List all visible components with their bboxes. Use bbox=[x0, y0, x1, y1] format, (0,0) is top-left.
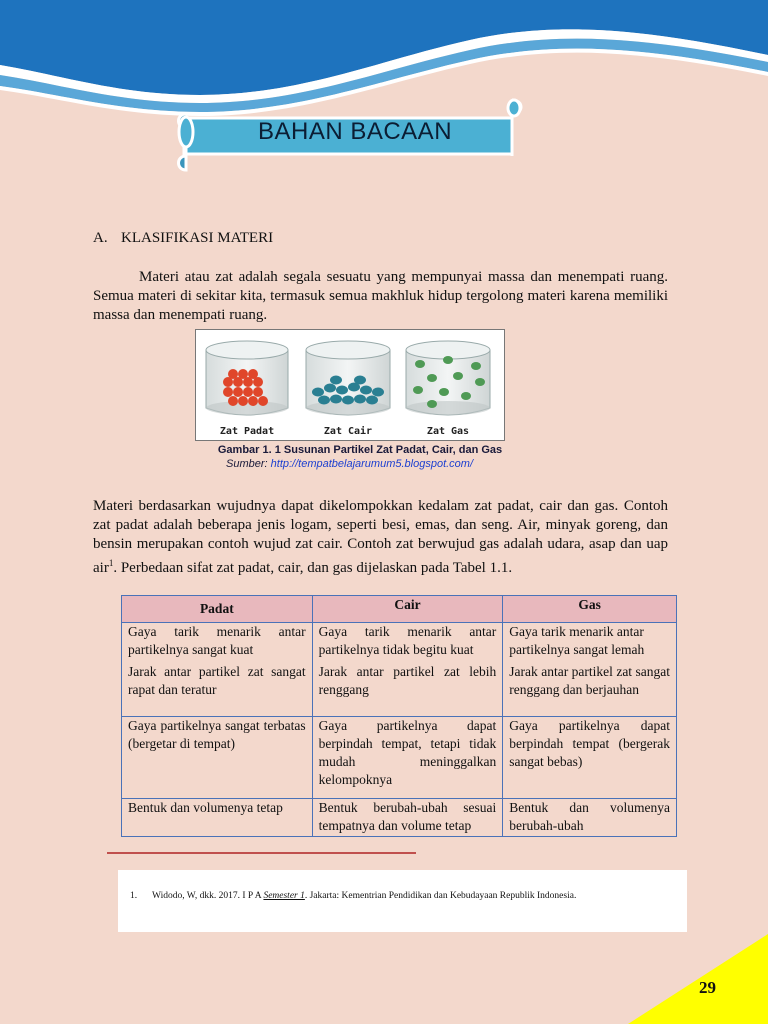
corner-triangle-decoration bbox=[628, 934, 768, 1024]
figure-label-liquid: Zat Cair bbox=[323, 426, 373, 437]
table-cell: Gaya partikelnya dapat berpindah tempat, tetapi tidak mudah meninggalkan kelompoknya bbox=[312, 717, 503, 799]
table-cell: Bentuk dan volumenya berubah-ubah bbox=[503, 799, 677, 837]
table-header-liquid: Cair bbox=[312, 596, 503, 623]
figure-source-link[interactable]: http://tempatbelajarumum5.blogspot.com/ bbox=[270, 458, 474, 470]
footnote-box bbox=[118, 870, 687, 932]
footnote-ref[interactable]: 1 bbox=[108, 558, 114, 568]
beaker-liquid bbox=[306, 341, 390, 415]
table-header-solid: Padat bbox=[122, 596, 313, 623]
table-row bbox=[122, 717, 677, 799]
table-cell: Gaya tarik menarik antar partikelnya sangat kuat Jarak antar partikel zat sangat rapat dan teratur bbox=[122, 623, 313, 717]
table-cell: Bentuk dan volumenya tetap bbox=[122, 799, 313, 837]
footnote-separator bbox=[107, 852, 416, 854]
footnote-text: 1. Widodo, W, dkk. 2017. I P A Semester 1. Jakarta: Kementrian Pendidikan dan Kebudayaan Republik Indonesia. bbox=[130, 891, 577, 901]
table-cell: Gaya partikelnya sangat terbatas (bergetar di tempat) bbox=[122, 717, 313, 799]
table-cell: Gaya tarik menarik antar partikelnya sangat lemah Jarak antar partikel zat sangat renggang dan berjauhan bbox=[503, 623, 677, 717]
figure-label-solid: Zat Padat bbox=[219, 426, 275, 437]
intro-paragraph: Materi atau zat adalah segala sesuatu yang mempunyai massa dan menempati ruang. Semua materi di sekitar kita, termasuk semua makhluk hidup tergolong materi karena memiliki massa dan menempati ruang. bbox=[93, 269, 668, 323]
properties-table bbox=[121, 595, 677, 837]
figure-caption: Gambar 1. 1 Susunan Partikel Zat Padat, Cair, dan Gas bbox=[217, 444, 503, 456]
figure-label-gas: Zat Gas bbox=[426, 426, 470, 437]
particle-figure bbox=[195, 329, 505, 441]
beaker-gas bbox=[406, 341, 490, 415]
table-row bbox=[122, 799, 677, 837]
table-header-gas: Gas bbox=[503, 596, 677, 623]
table-cell: Gaya tarik menarik antar partikelnya tidak begitu kuat Jarak antar partikel zat lebih renggang bbox=[312, 623, 503, 717]
section-title: KLASIFIKASI MATERI bbox=[121, 230, 274, 246]
figure-source: Sumber: http://tempatbelajarumum5.blogspot.com/ bbox=[226, 458, 474, 470]
body-paragraph: Materi berdasarkan wujudnya dapat dikelompokkan kedalam zat padat, cair dan gas. Contoh zat padat adalah beberapa jenis logam, seperti besi, emas, dan seng. Air, minyak goreng, dan bensin merupakan contoh wujud zat cair. Contoh zat berwujud gas adalah udara, asap dan uap air$^1$. Perbedaan sifat zat padat, cair, dan gas dijelaskan pada Tabel 1.1. bbox=[93, 498, 668, 576]
section-heading bbox=[93, 230, 273, 247]
section-number: A. bbox=[93, 230, 108, 246]
table-cell: Bentuk berubah-ubah sesuai tempatnya dan volume tetap bbox=[312, 799, 503, 837]
page-number: 29 bbox=[699, 978, 716, 997]
table-cell: Gaya partikelnya dapat berpindah tempat (bergerak sangat bebas) bbox=[503, 717, 677, 799]
table-row bbox=[122, 623, 677, 717]
banner-title: BAHAN BACAAN bbox=[257, 118, 453, 145]
beaker-solid bbox=[206, 341, 288, 415]
particle-illustration bbox=[196, 330, 504, 440]
